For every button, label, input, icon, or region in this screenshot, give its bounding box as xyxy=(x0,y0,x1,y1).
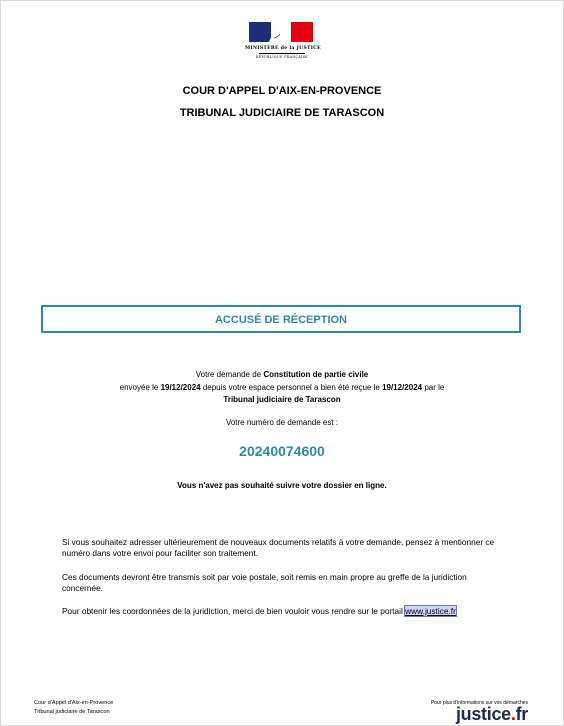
logo-ministry-text: MINISTÈRE de la JUSTICE xyxy=(245,46,321,51)
request-number: 20240074600 xyxy=(239,443,325,459)
footer-court-info xyxy=(34,699,113,717)
logo-divider xyxy=(259,53,305,54)
received-date: 19/12/2024 xyxy=(382,383,423,392)
request-type-line xyxy=(0,370,564,379)
justice-fr-logo xyxy=(456,704,528,725)
receipt-title: ACCUSÉ DE RÉCEPTION xyxy=(214,314,348,326)
brand-tld: fr xyxy=(515,704,528,724)
recipient-name: Tribunal judiciaire de Tarascon xyxy=(223,395,341,404)
footer-tribunal: Tribunal judiciaire de Tarascon xyxy=(34,709,110,715)
transmission-paragraph: Ces documents devront être transmis soit par voie postale, soit remis en main propre au greffe de la juridiction concernée. xyxy=(62,572,467,593)
court-of-appeal-heading: COUR D'APPEL D'AIX-EN-PROVENCE xyxy=(182,85,382,97)
tribunal-heading: TRIBUNAL JUDICIAIRE DE TARASCON xyxy=(179,107,385,119)
no-online-follow-notice: Vous n'avez pas souhaité suivre votre dossier en ligne. xyxy=(177,481,387,490)
portal-link[interactable]: www.justice.fr xyxy=(405,606,456,616)
recipient-line xyxy=(0,395,564,404)
additional-documents-paragraph: Si vous souhaitez adresser ultérieurement de nouveaux documents relatifs à votre demande, pensez à mentionner ce numéro dans votre envoi pour faciliter son traitement. xyxy=(62,537,495,558)
receipt-title-box xyxy=(41,305,521,333)
portal-text: Pour obtenir les coordonnées de la juridiction, merci de bien vouloir vous rendre sur le portail xyxy=(62,606,406,616)
sent-prefix: envoyée le xyxy=(119,383,161,392)
request-type-prefix: Votre demande de xyxy=(195,370,264,379)
footer-info-note: Pour plus d'informations sur vos démarches xyxy=(430,700,528,706)
footer-court-of-appeal: Cour d'Appel d'Aix-en-Provence xyxy=(34,700,114,706)
request-type: Constitution de partie civile xyxy=(263,370,369,379)
logo-republic-text: RÉPUBLIQUE FRANÇAISE xyxy=(255,55,309,59)
ministry-logo xyxy=(245,22,319,64)
brand-dot: . xyxy=(510,704,516,724)
request-number-label: Votre numéro de demande est : xyxy=(225,418,339,427)
brand-name: justice xyxy=(455,704,511,724)
marianne-profile-icon xyxy=(265,24,295,42)
received-prefix: depuis votre espace personnel a bien été reçue le xyxy=(200,383,383,392)
portal-paragraph xyxy=(62,606,502,617)
recipient-prefix: par le xyxy=(422,383,445,392)
sent-date: 19/12/2024 xyxy=(160,383,201,392)
dates-line xyxy=(0,383,564,392)
